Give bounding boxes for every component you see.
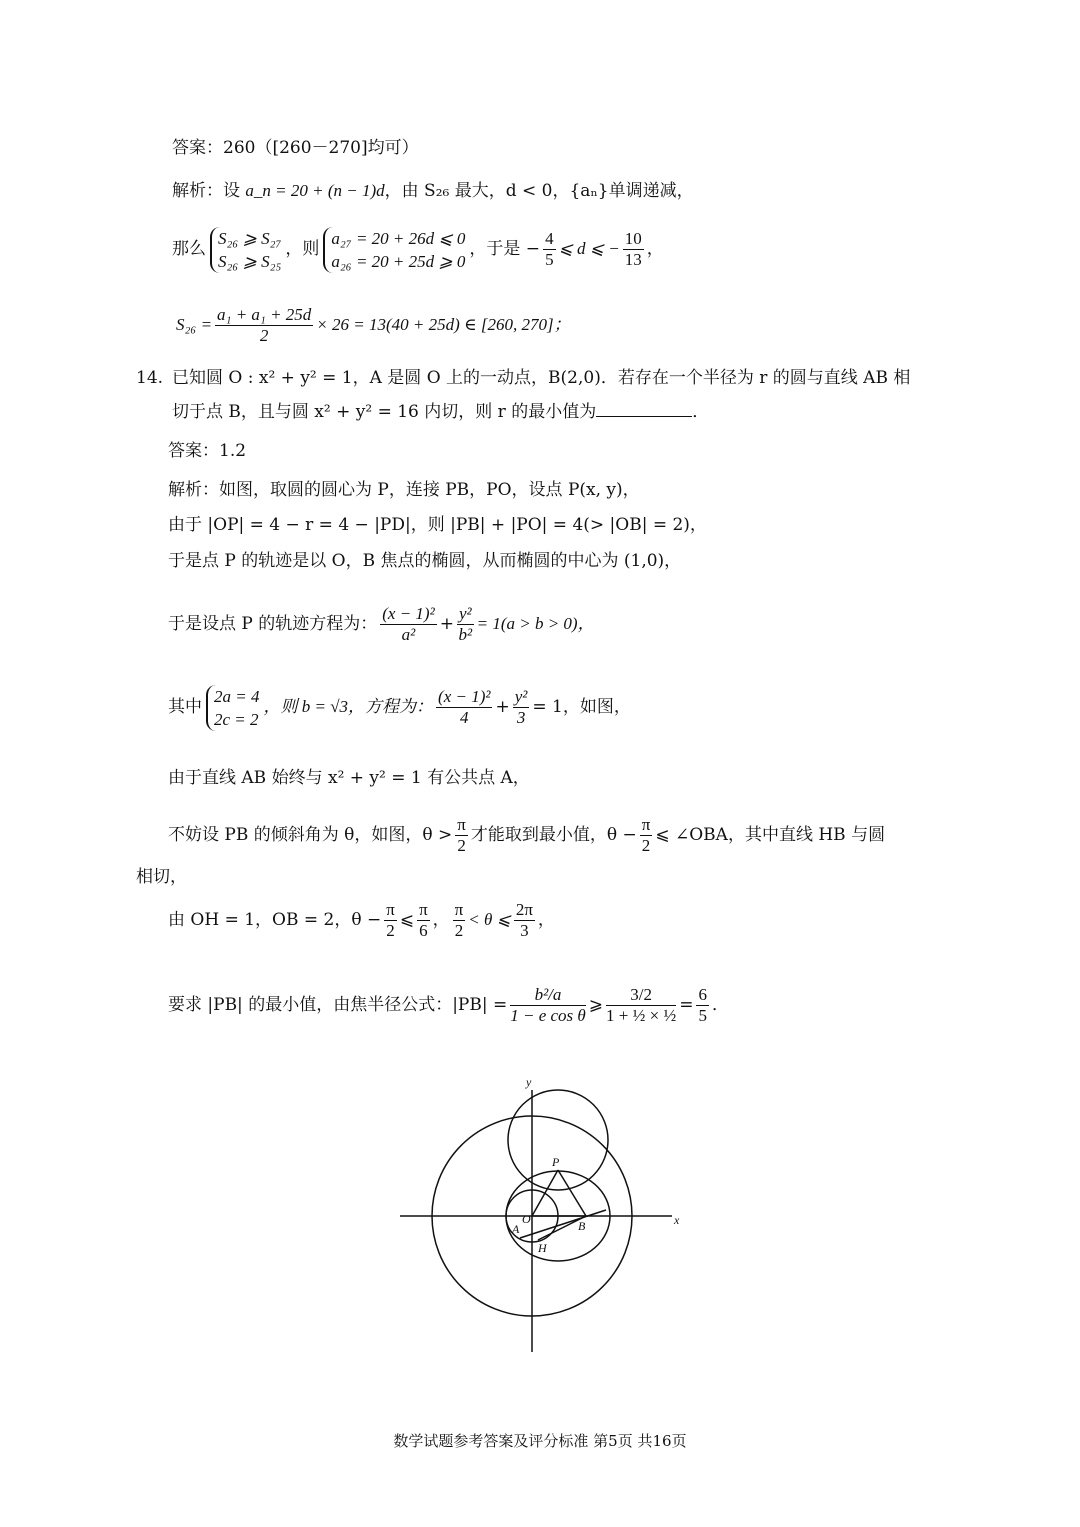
- q14-analysis-line7: 不妨设 PB 的倾斜角为 θ，如图，θ > $\frac{\pi}{2}$ 才能取到最小值，θ − $\frac{\pi}{2}$ ⩽ ∠OBA，其中直线 HB 与圆: [168, 815, 886, 855]
- q14-analysis-line1: 解析：如图，取圆的圆心为 P，连接 PB，PO，设点 P(x, y)，: [168, 480, 640, 500]
- q14-analysis-line9: 由 OH = 1，OB = 2，θ − $\frac{\pi}{2}$ ⩽ $\frac{\pi}{6}$ ， $\frac{\pi}{2}$ < θ ⩽ $\frac{2\pi}{3}$ ，: [168, 900, 555, 940]
- fraction: $\frac{\pi}{2}$: [457, 815, 466, 855]
- q14-answer: [168, 440, 246, 462]
- q14-analysis-line10: 要求 |PB| 的最小值，由焦半径公式：|PB| = $\frac{\text{b²/a}}{\text{1 − e cos θ}}$ ⩾ $\frac{3/2}{\text{1 + ½ × ½}}$ = $\frac{6}{5}$ ．: [168, 985, 729, 1025]
- fraction: $\frac{\pi}{2}$: [641, 815, 651, 855]
- fraction: $\frac{\text{(x − 1)²}}{\text{a²}}$: [382, 604, 435, 644]
- label-p: P: [552, 1155, 560, 1169]
- q13-answer: [172, 137, 419, 159]
- q14-analysis-line6: 由于直线 AB 始终与 x² + y² = 1 有公共点 A，: [168, 768, 530, 788]
- answer-label: 答案：: [172, 138, 223, 158]
- q14-number: 14.: [136, 368, 164, 388]
- fraction: $\frac{\text{y²}}{\text{b²}}$: [458, 604, 473, 644]
- q14-analysis-line5: 其中 2a = 4 2c = 2 ，则 b = √3，方程为： $\frac{\text{(x − 1)²}}{4}$ + $\frac{\text{y²}}{3}$ = 1，如图，: [168, 686, 631, 729]
- fraction: $\frac{2\pi}{3}$: [515, 900, 533, 940]
- fraction: $\frac{4}{5}$: [545, 229, 554, 269]
- q14-analysis-line8: 相切，: [136, 867, 187, 887]
- fraction: $\frac{\text{(x − 1)²}}{4}$: [438, 687, 491, 727]
- triangle-pob: [532, 1170, 586, 1216]
- q14-analysis-line2: 由于 |OP| = 4 − r = 4 − |PD|，则 |PB| + |PO| = 4(> |OB| = 2)，: [168, 515, 707, 535]
- answer-value: 260（[260－270]均可）: [223, 138, 419, 158]
- fraction: $\frac{\pi}{6}$: [419, 900, 428, 940]
- q13-analysis-line2: 那么 S₂₆ ⩾ S₂₇ S₂₆ ⩾ S₂₅ ，则 a₂₇ = 20 + 26d ⩽ 0 a₂₆ = 20 + 25d ⩾ 0 ，于是 − $\frac{4}{5}$ ⩽ d ⩽ − $\frac{10}{13}$ ，: [172, 228, 664, 271]
- inequality-system-1: S₂₆ ⩾ S₂₇ S₂₆ ⩾ S₂₅: [210, 227, 281, 273]
- fraction: $\frac{\pi}{2}$: [454, 900, 464, 940]
- q14-analysis-line3: 于是点 P 的轨迹是以 O，B 焦点的椭圆，从而椭圆的中心为 (1,0)，: [168, 551, 682, 571]
- fraction: $\frac{6}{5}$: [698, 985, 707, 1025]
- focal-radius-fraction: $\frac{\text{b²/a}}{\text{1 − e cos θ}}$: [510, 985, 586, 1025]
- label-b: B: [578, 1219, 586, 1233]
- answer-label: 答案：: [168, 441, 219, 461]
- fraction: $\frac{10}{13}$: [624, 229, 642, 269]
- fraction: $\frac{\pi}{2}$: [386, 900, 395, 940]
- q13-analysis-line1: 解析：设 a_n = 20 + (n − 1)d，由 S₂₆ 最大，d < 0，{aₙ}单调递减，: [172, 181, 694, 201]
- geometry-figure: [380, 1070, 690, 1360]
- fraction: $\frac{\text{a₁ + a₁ + 25d}}{2}$: [217, 305, 312, 345]
- label-a: A: [512, 1222, 520, 1236]
- label-x: x: [674, 1213, 680, 1227]
- fraction: $\frac{\text{y²}}{3}$: [514, 687, 528, 727]
- q13-analysis-line3: S₂₆ = $\frac{\text{a₁ + a₁ + 25d}}{2}$ × 26 = 13(40 + 25d) ∈ [260, 270]；: [176, 305, 571, 345]
- equation-system: 2a = 4 2c = 2: [206, 685, 259, 731]
- tangent-circle-top: [508, 1090, 608, 1190]
- answer-value: 1.2: [219, 441, 247, 461]
- q14-stem-line2: 切于点 B，且与圆 x² + y² = 16 内切，则 r 的最小值为 ．: [172, 402, 710, 422]
- answer-blank: [596, 400, 692, 417]
- q14-analysis-line4: 于是设点 P 的轨迹方程为： $\frac{\text{(x − 1)²}}{\text{a²}}$ + $\frac{\text{y²}}{\text{b²}}$ = 1(a > b > 0)，: [168, 604, 595, 644]
- label-o: O: [522, 1212, 531, 1226]
- label-h: H: [538, 1241, 547, 1255]
- q14-stem-line1: 已知圆 O : x² + y² = 1，A 是圆 O 上的一动点，B(2,0)．若存在一个半径为 r 的圆与直线 AB 相: [172, 368, 911, 388]
- page-footer: 数学试题参考答案及评分标准 第5页 共16页: [393, 1432, 687, 1450]
- bound-fraction: $\frac{3/2}{\text{1 + ½ × ½}}$: [606, 985, 677, 1025]
- inequality-system-2: a₂₇ = 20 + 26d ⩽ 0 a₂₆ = 20 + 25d ⩾ 0: [323, 227, 465, 273]
- label-y: y: [526, 1075, 532, 1089]
